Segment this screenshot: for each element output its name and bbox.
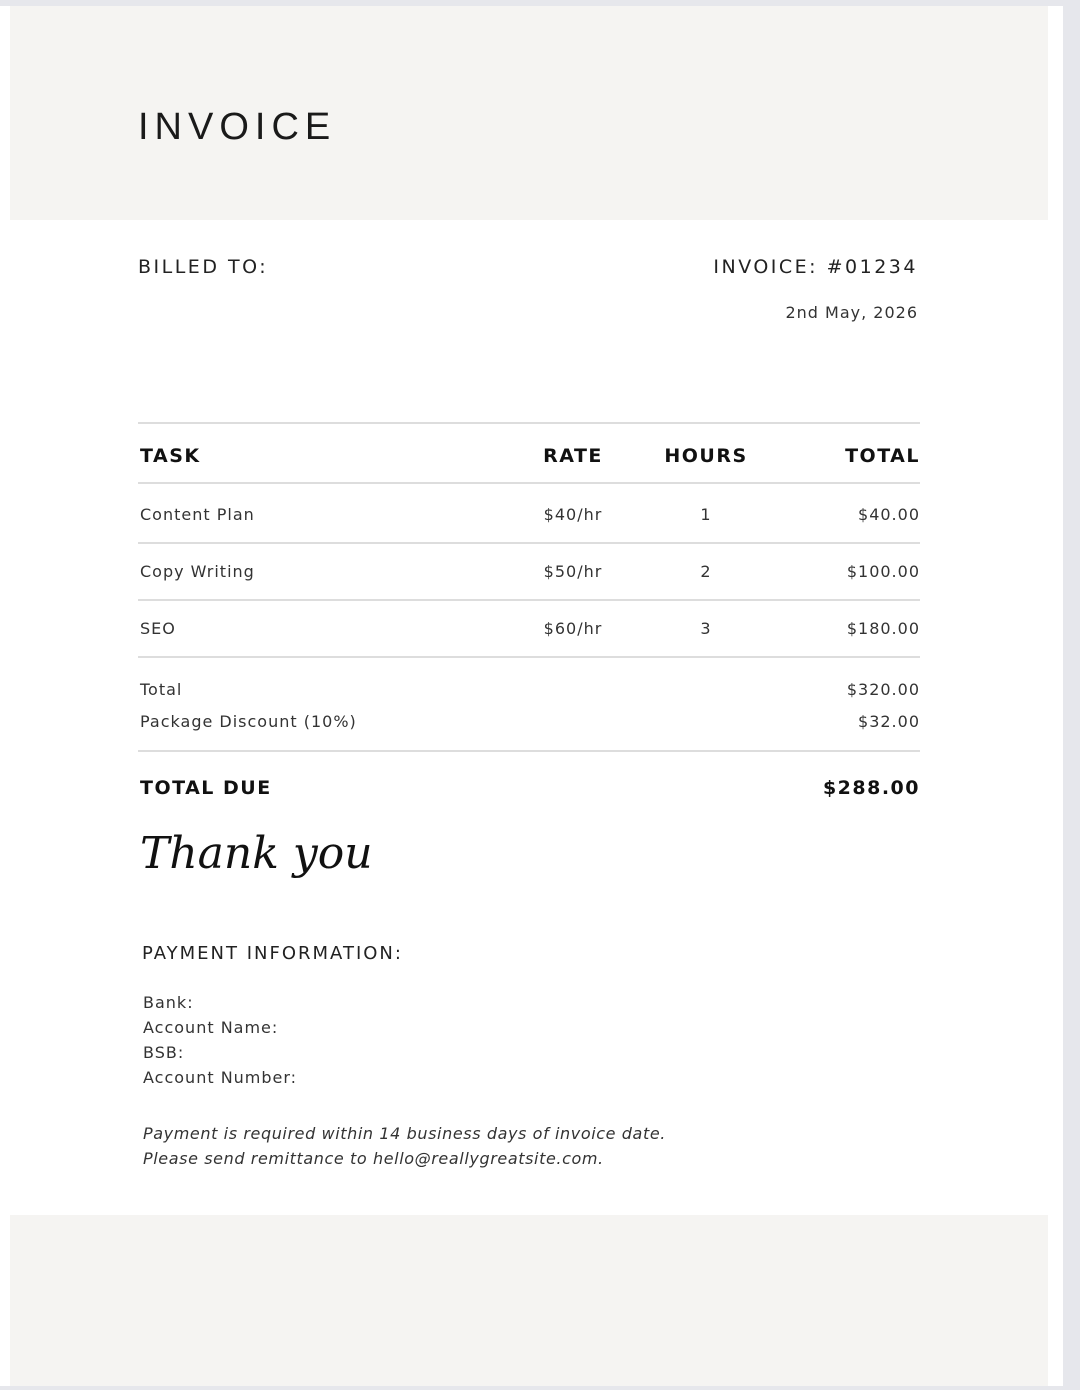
invoice-number: INVOICE: #01234 [713, 256, 918, 278]
payment-note [143, 1121, 666, 1171]
header-hours: HOURS [664, 445, 748, 467]
thank-you-signature: Thank you [140, 828, 373, 879]
header-total: TOTAL [845, 445, 920, 467]
task-cell: SEO [140, 619, 176, 638]
task-cell: Content Plan [140, 505, 255, 524]
subtotal-label: Total [140, 680, 183, 699]
total-cell: $180.00 [846, 619, 920, 638]
rate-cell: $60/hr [543, 619, 603, 638]
invoice-date: 2nd May, 2026 [785, 303, 918, 322]
header-task: TASK [140, 445, 201, 467]
payment-terms: Payment is required within 14 business days of invoice date. [143, 1124, 666, 1143]
header-rate: RATE [543, 445, 603, 467]
rate-cell: $50/hr [543, 562, 603, 581]
footer-band [10, 1215, 1048, 1386]
discount-label: Package Discount (10%) [140, 712, 357, 731]
hours-cell: 3 [700, 619, 712, 638]
total-due-label: TOTAL DUE [140, 777, 272, 799]
account-name-field: Account Name: [143, 1018, 279, 1037]
total-cell: $100.00 [846, 562, 920, 581]
hours-cell: 2 [700, 562, 712, 581]
bank-field: Bank: [143, 993, 194, 1012]
total-cell: $40.00 [858, 505, 920, 524]
invoice-title: INVOICE [138, 106, 337, 148]
divider [138, 482, 920, 484]
divider [138, 599, 920, 601]
hours-cell: 1 [700, 505, 712, 524]
divider [138, 750, 920, 752]
divider [138, 656, 920, 658]
remittance-line: Please send remittance to hello@reallygreatsite.com. [143, 1149, 604, 1168]
rate-cell: $40/hr [543, 505, 603, 524]
payment-fields [143, 990, 297, 1090]
discount-value: $32.00 [858, 712, 920, 731]
billed-to-label: BILLED TO: [138, 256, 269, 278]
account-number-field: Account Number: [143, 1068, 298, 1087]
total-due-value: $288.00 [822, 777, 920, 799]
task-cell: Copy Writing [140, 562, 255, 581]
divider [138, 542, 920, 544]
divider [138, 422, 920, 424]
bsb-field: BSB: [143, 1043, 185, 1062]
payment-heading: PAYMENT INFORMATION: [142, 943, 403, 964]
subtotal-value: $320.00 [846, 680, 920, 699]
